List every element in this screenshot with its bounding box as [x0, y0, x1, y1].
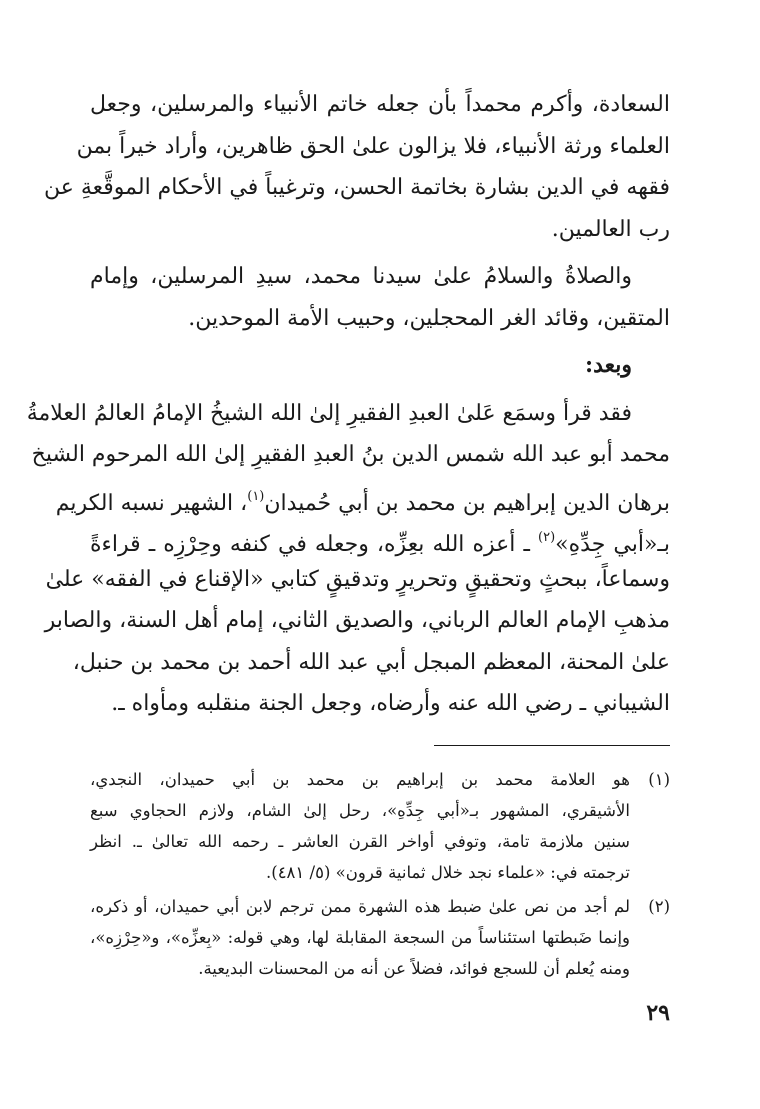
paragraph-intro: [43, 84, 670, 250]
footnote-number: (٢): [648, 897, 670, 916]
text-line: فقد قرأ وسمَع عَلىٰ العبدِ الفقيرِ إلىٰ الله الشيخُ الإمامُ العالمُ العلامةُ: [26, 400, 632, 426]
footnote-body: [90, 891, 630, 984]
text-line: وسماعاً، ببحثٍ وتحقيقٍ وتحريرٍ وتدقيقٍ كتابي «الإقناع في الفقه» علىٰ: [45, 566, 670, 592]
footnote-line: لم أجد من نص علىٰ ضبط هذه الشهرة ممن ترجم لابن أبي حميدان، أو ذكره،: [90, 897, 630, 916]
footnote-line: سنين ملازمة تامة، وتوفي أواخر القرن العاشر ـ رحمه الله تعالىٰ ـ. انظر: [90, 832, 630, 851]
text-line: محمد أبو عبد الله شمس الدين بنُ العبدِ الفقيرِ إلىٰ الله المرحوم الشيخ: [31, 442, 670, 467]
text-line: فقهه في الدين بشارة بخاتمة الحسن، وترغيباً في الأحكام الموقَّعةِ عن: [43, 175, 670, 200]
footnote-reference-2[interactable]: (٢): [538, 530, 556, 545]
main-text: [26, 84, 670, 725]
text-segment: ـ أعزه الله بعِزِّه، وجعله في كنفه وحِرْزِه ـ قراءةً: [90, 532, 539, 557]
paragraph-salutation: [90, 256, 670, 339]
footnote-line: ومنه يُعلم أن للسجع فوائد، فضلاً عن أنه من المحسنات البديعية.: [198, 959, 630, 978]
footnote-1: [90, 764, 670, 888]
text-segment: بـ«أبي جِدِّهِ»: [555, 532, 670, 557]
text-segment: ، الشهير نسبه الكريم: [55, 490, 248, 516]
footnote-separator: [434, 745, 670, 746]
text-segment: برهان الدين إبراهيم بن محمد بن أبي حُميدان: [264, 490, 670, 516]
text-line: العلماء ورثة الأنبياء، فلا يزالون علىٰ الحق ظاهرين، وأراد خيراً بمن: [76, 133, 670, 159]
text-line-with-footnote: [90, 517, 670, 559]
text-line: المتقين، وقائد الغر المحجلين، وحبيب الأمة الموحدين.: [188, 305, 670, 331]
footnote-reference-1[interactable]: (١): [247, 488, 265, 504]
page-number: ٢٩: [646, 1000, 670, 1026]
footnote-line: ترجمته في: «علماء نجد خلال ثمانية قرون» (٥/ ٤٨١).: [266, 863, 630, 882]
text-line: مذهبِ الإمام العالم الرباني، والصديق الثاني، إمام أهل السنة، والصابر: [44, 608, 670, 633]
footnote-line: الأشيقري، المشهور بـ«أبي جِدِّهِ»، رحل إلىٰ الشام، ولازم الحجاوي سبع: [90, 801, 630, 820]
footnotes: [90, 764, 670, 984]
text-line: السعادة، وأكرم محمداً بأن جعله خاتم الأنبياء والمرسلين، وجعل: [90, 92, 670, 117]
text-line: الشيباني ـ رضي الله عنه وأرضاه، وجعل الجنة منقلبه ومأواه ـ.: [111, 691, 670, 716]
text-line: رب العالمين.: [551, 216, 670, 242]
text-line-with-footnote: [55, 476, 670, 518]
text-line: علىٰ المحنة، المعظم المبجل أبي عبد الله أحمد بن محمد بن حنبل،: [72, 649, 670, 675]
footnote-line: وإنما ضَبطتها استئناساً من السجعة المقابلة لها، وهي قوله: «بِعزِّه»، و«حِرْزِه»،: [90, 928, 630, 947]
paragraph-main: [26, 393, 670, 725]
footnote-line: هو العلامة محمد بن إبراهيم بن محمد بن أبي حميدان، النجدي،: [90, 770, 630, 789]
text-line: والصلاةُ والسلامُ علىٰ سيدنا محمد، سيدِ المرسلين، وإمام: [90, 264, 632, 289]
footnote-number: (١): [648, 770, 670, 789]
book-page: [26, 84, 670, 1064]
footnote-body: [90, 764, 630, 888]
footnote-2: [90, 891, 670, 984]
section-heading: وبعد:: [584, 352, 632, 378]
paragraph-heading-wrapper: [90, 345, 670, 387]
